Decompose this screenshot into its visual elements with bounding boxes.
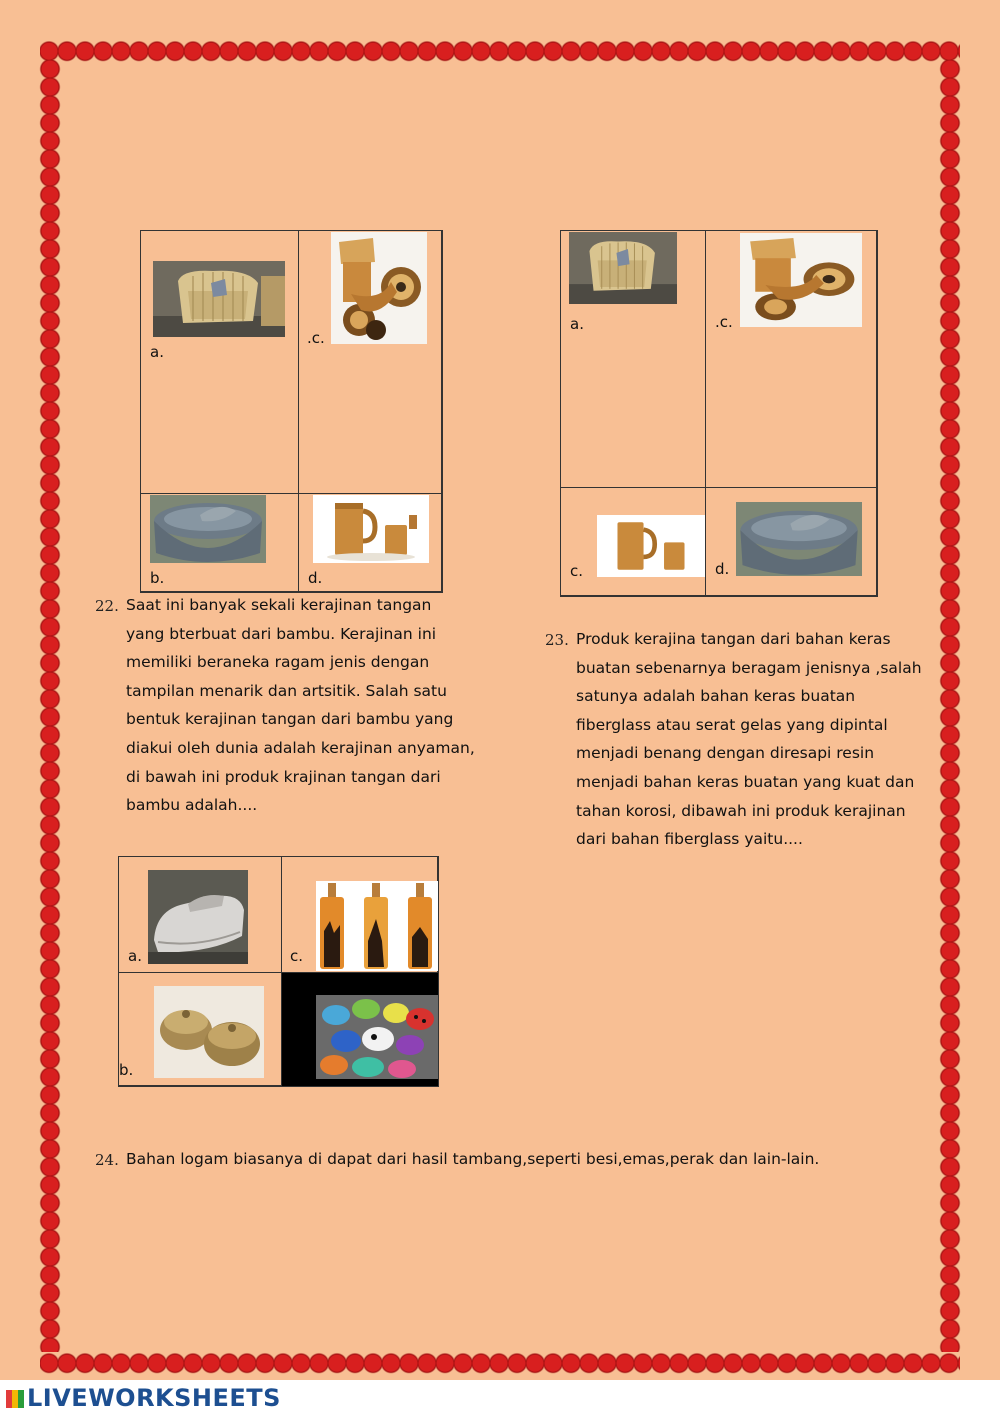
q22-line: bambu adalah....: [126, 796, 258, 815]
q24-option-a-cell[interactable]: [118, 856, 282, 973]
q23-line: menjadi bahan keras buatan yang kuat dan: [576, 772, 915, 791]
q22-option-grid: [140, 230, 442, 592]
q23-number: 23.: [545, 631, 569, 649]
q22-option-a-cell[interactable]: [140, 230, 299, 494]
q22-line: yang bterbuat dari bambu. Kerajinan ini: [126, 624, 437, 643]
apple-border-top: [40, 38, 960, 62]
q22-line: memiliki beraneka ragam jenis dengan: [126, 653, 430, 672]
rattan-chair-image-2: [569, 232, 677, 304]
q22-option-c-label: .c.: [307, 329, 325, 347]
bamboo-mugs-image-2: [597, 515, 705, 577]
apple-border-bottom: [40, 1350, 960, 1374]
bamboo-mugs-image: [313, 495, 429, 563]
q24-text: [126, 1145, 926, 1174]
q22-option-b-label: b.: [150, 569, 165, 587]
q24-option-c-label: c.: [290, 947, 304, 965]
painted-bottles-image: [316, 881, 438, 971]
q22-line: tampilan menarik dan artsitik. Salah satu: [126, 681, 447, 700]
q22-line: di bawah ini produk krajinan tangan dari: [126, 767, 441, 786]
q24-option-b-label: b.: [119, 1061, 134, 1079]
q23-text: [576, 625, 966, 854]
q23-option-grid: [560, 230, 877, 596]
q23-option-d-label: d.: [715, 560, 730, 578]
q22-line: bentuk kerajinan tangan dari bambu yang: [126, 710, 454, 729]
q23-line: Produk kerajina tangan dari bahan keras: [576, 630, 891, 648]
q22-option-d-label: d.: [308, 569, 323, 587]
q23-option-c-top-label: .c.: [715, 313, 733, 331]
q23-line: buatan sebenarnya beragam jenisnya ,salah: [576, 658, 922, 677]
wooden-tricycle-image-2: [740, 233, 862, 327]
logo-icon: [6, 1390, 24, 1408]
q24-line: Bahan logam biasanya di dapat dari hasil tambang,seperti besi,emas,perak dan lain-lain.: [126, 1150, 820, 1168]
fiberglass-car-body-image: [148, 870, 248, 964]
q24-option-c-cell[interactable]: [281, 856, 439, 973]
q23-line: tahan korosi, dibawah ini produk kerajinan: [576, 801, 906, 820]
q22-line: diakui oleh dunia adalah kerajinan anyaman,: [126, 738, 475, 757]
painted-stones-image: [316, 995, 438, 1079]
liveworksheets-logo[interactable]: [6, 1384, 281, 1412]
q23-line: satunya adalah bahan keras buatan: [576, 687, 856, 706]
stone-mortar-image: [150, 495, 266, 563]
q24-option-d-cell[interactable]: [281, 972, 439, 1087]
q23-line: fiberglass atau serat gelas yang dipintal: [576, 715, 888, 734]
logo-text: LIVEWORKSHEETS: [27, 1384, 281, 1412]
q24-option-grid: [118, 856, 438, 1086]
apple-border-left: [38, 60, 62, 1352]
q23-option-a-label: a.: [570, 315, 584, 333]
q23-option-c-bottom-label: c.: [570, 562, 584, 580]
q22-option-c-cell[interactable]: [298, 230, 443, 494]
q22-option-b-cell[interactable]: [140, 493, 299, 593]
brass-boxes-image: [154, 986, 264, 1078]
q23-option-d-cell[interactable]: [705, 487, 878, 597]
q22-number: 22.: [95, 597, 119, 615]
q22-text: [126, 591, 516, 820]
q23-option-c-bottom-cell[interactable]: [560, 487, 706, 597]
q24-option-b-cell[interactable]: [118, 972, 282, 1087]
q23-option-a-cell[interactable]: [560, 230, 706, 488]
q23-line: menjadi benang dengan diresapi resin: [576, 744, 875, 763]
q22-line: Saat ini banyak sekali kerajinan tangan: [126, 596, 432, 614]
q22-option-d-cell[interactable]: [298, 493, 443, 593]
q22-option-a-label: a.: [150, 343, 164, 361]
wooden-tricycle-image: [331, 232, 427, 344]
stone-mortar-image-2: [736, 502, 862, 576]
q24-number: 24.: [95, 1151, 119, 1169]
q24-option-a-label: a.: [128, 947, 142, 965]
q23-line: dari bahan fiberglass yaitu....: [576, 830, 803, 849]
rattan-chair-image: [153, 261, 285, 337]
q23-option-c-top-cell[interactable]: [705, 230, 878, 488]
